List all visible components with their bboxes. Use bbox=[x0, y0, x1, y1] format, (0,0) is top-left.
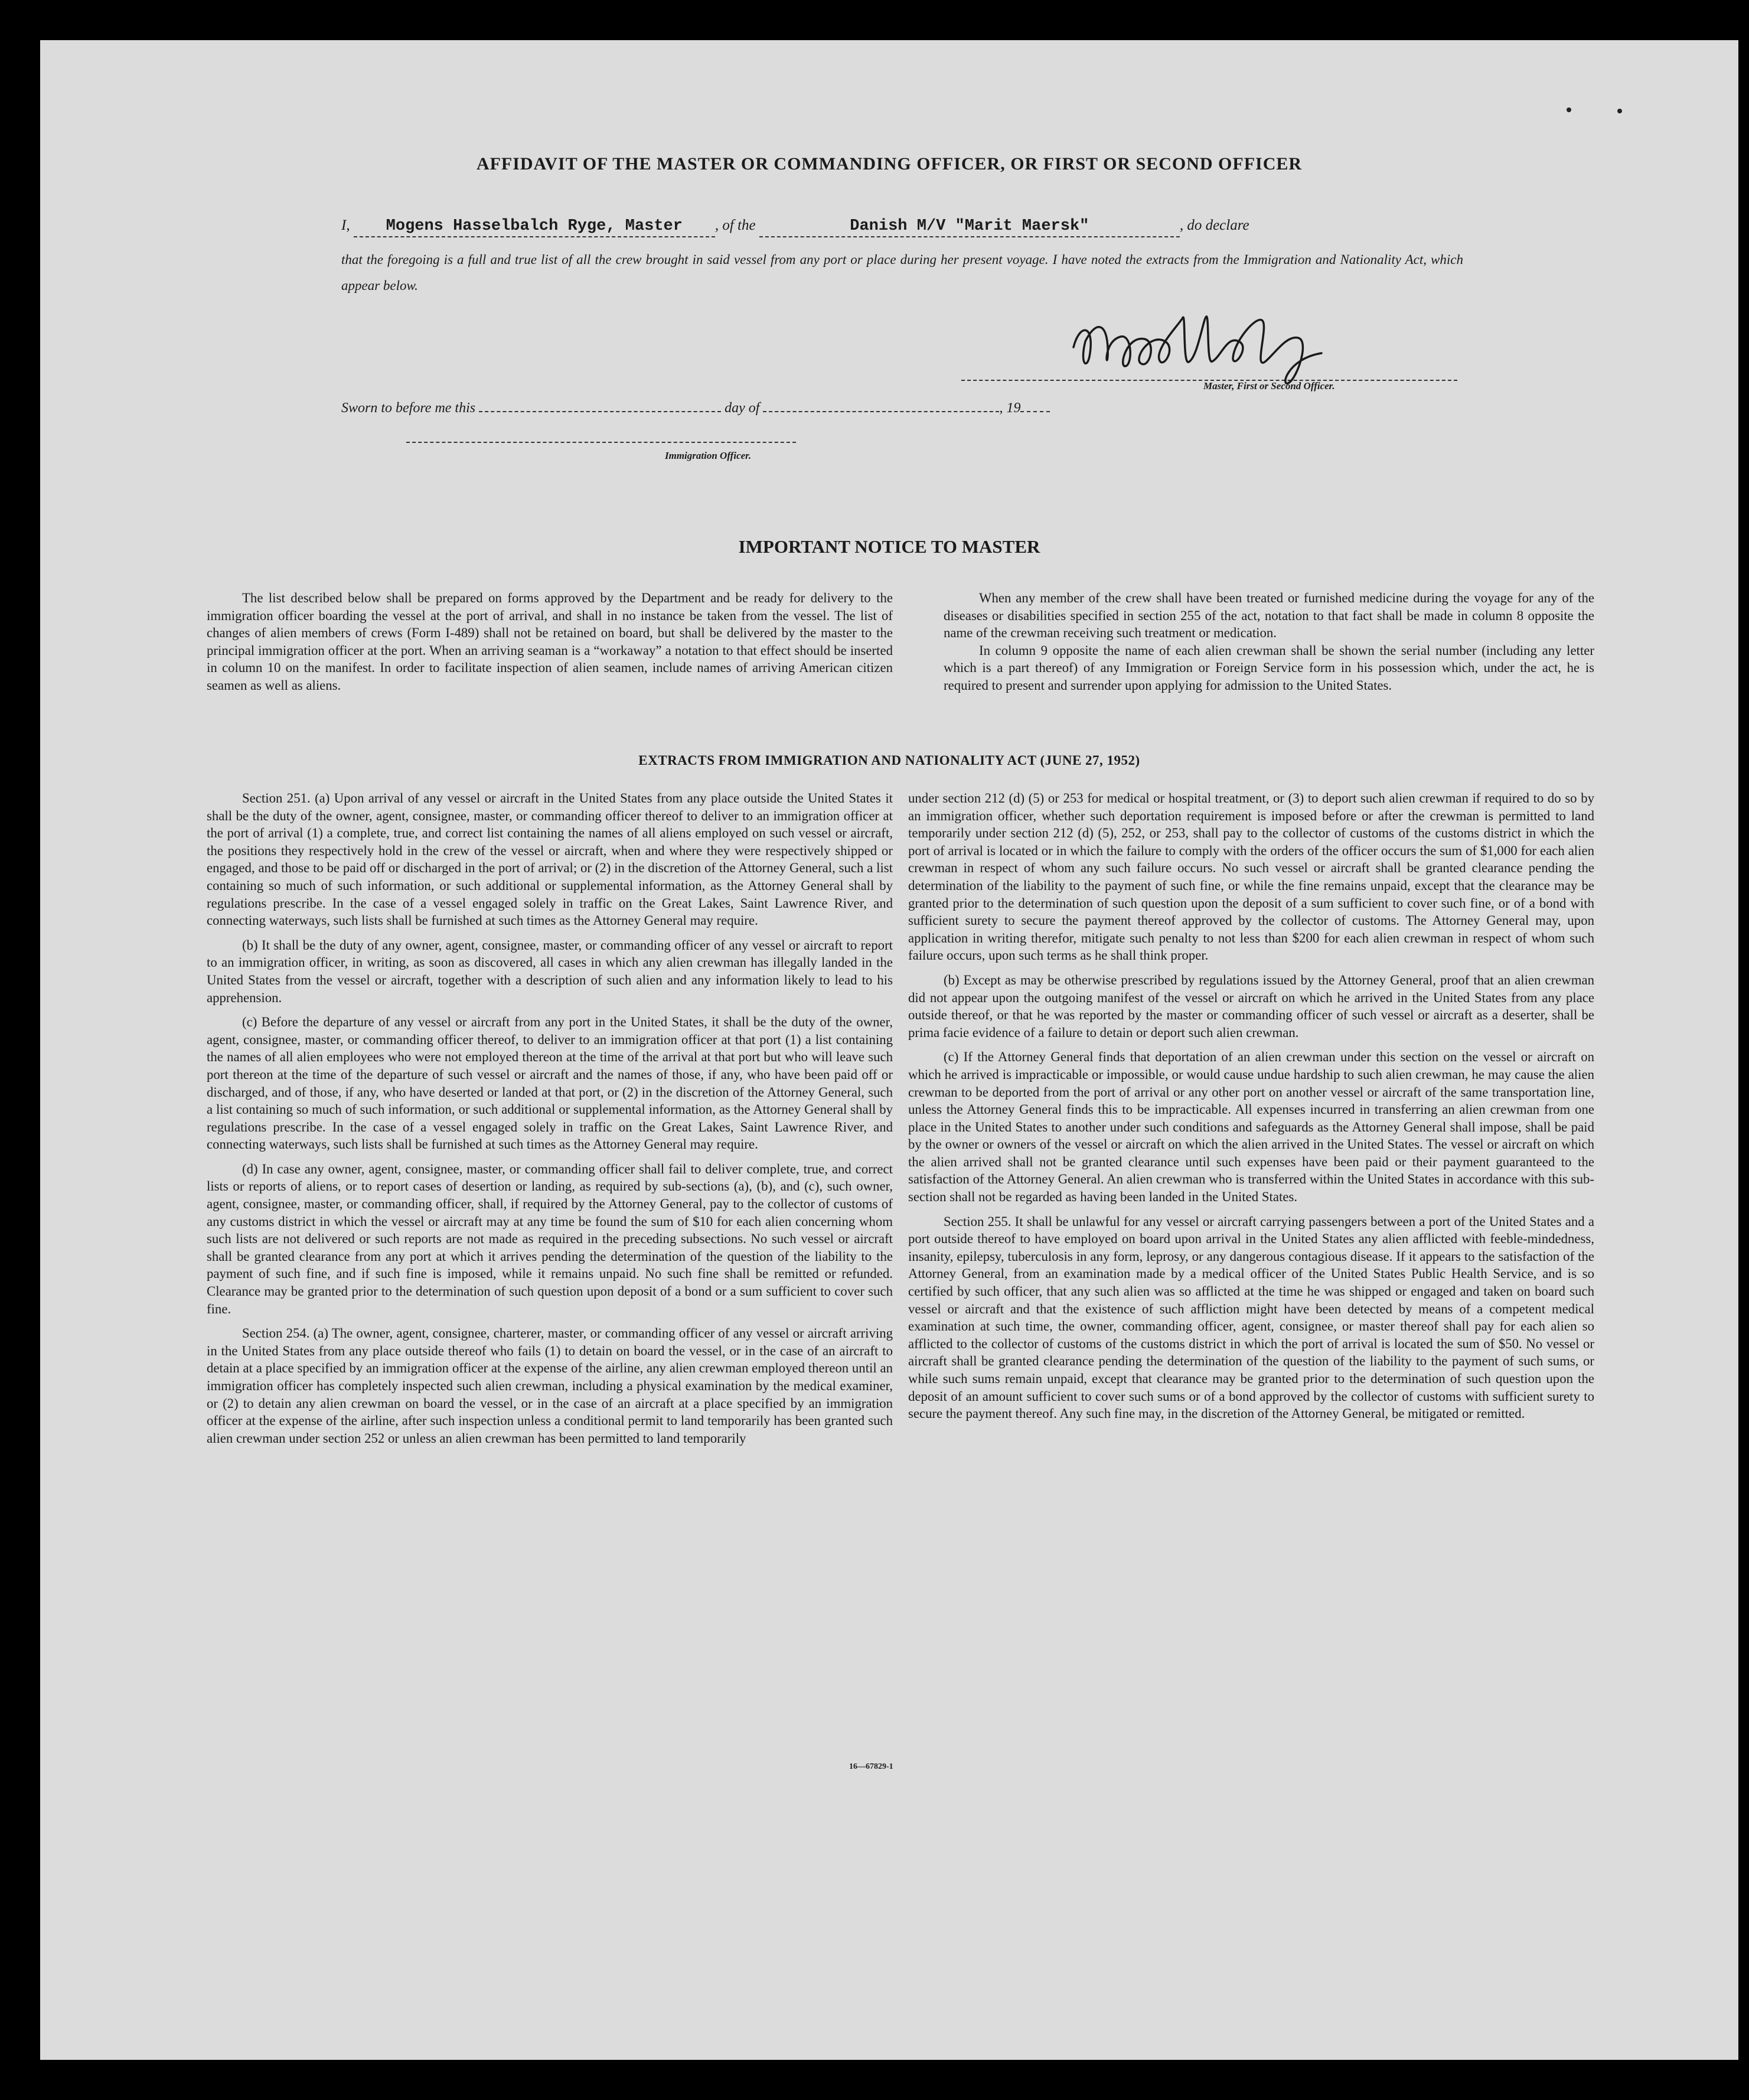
officer-signature-line[interactable] bbox=[406, 442, 796, 443]
officer-caption: Immigration Officer. bbox=[665, 450, 752, 461]
extracts-left-column bbox=[207, 790, 893, 1447]
extracts-title: EXTRACTS FROM IMMIGRATION AND NATIONALITY ACT (JUNE 27, 1952) bbox=[638, 753, 1140, 768]
extract-paragraph: (d) In case any owner, agent, consignee, master, or commanding officer shall fail to deliver complete, true, and correct lists or reports of aliens, or to report cases of desertion or landing, as required by sub-sections (a), (b), and (c), such owner, agent, consignee, master, or commanding officer, shall, if required by the Attorney General, pay to the collector of customs of any customs district in which the vessel or aircraft may at any time be found the sum of $10 for each alien concerning whom such lists are not delivered or such reports are not made as required in the preceding subsections. No such vessel or aircraft shall be granted clearance from any port at which it arrives pending the determination of the question of the liability to the payment of such fine, and if such fine is imposed, while it remains unpaid. No such fine shall be remitted or refunded. Clearance may be granted prior to the determination of such question upon deposit of a bond or a sum sufficient to cover such fine. bbox=[207, 1161, 893, 1316]
extract-paragraph: Section 254. (a) The owner, agent, consignee, charterer, master, or commanding officer of any vessel or aircraft arriving in the United States from any place outside thereof who fails (1) to detain on board the vessel, or in the case of an aircraft to detain at a place specified by an immigration officer at the expense of the airline, any alien crewman employed thereon until an immigration officer has completely inspected such alien crewman, including a physical examination by the medical examiner, or (2) to detain any alien crewman on board the vessel, or in the case of an aircraft at a place specified by an immigration officer at the expense of the airline, after such inspection unless a conditional permit to land temporarily has been granted such alien crewman under section 252 or unless an alien crewman has been permitted to land temporarily bbox=[207, 1326, 893, 1446]
sworn-prefix: Sworn to before me this bbox=[341, 400, 476, 416]
notice-right-column bbox=[944, 589, 1594, 694]
extract-paragraph: Section 251. (a) Upon arrival of any vessel or aircraft in the United States from any place outside the United States it shall be the duty of the owner, agent, consignee, master, or commanding officer thereof to deliver to an immigration officer at the port of arrival (1) a complete, true, and correct list containing the names of all aliens employed on such vessel or aircraft, the positions they respectively hold in the crew of the vessel or aircraft, when and where they were respectively shipped or engaged, and those to be paid off or discharged in the port of arrival; or (2) in the discretion of the Attorney General, such a list containing so much of such information, or such additional or supplemental information, as the Attorney General shall by regulations prescribe. In the case of a vessel engaged solely in traffic on the Great Lakes, Saint Lawrence River, and connecting waterways, such lists shall be furnished at such times as the Attorney General may require. bbox=[207, 791, 893, 928]
sworn-day-field[interactable] bbox=[479, 400, 721, 412]
punch-mark bbox=[1567, 107, 1571, 112]
affidavit-title: AFFIDAVIT OF THE MASTER OR COMMANDING OFFICER, OR FIRST OR SECOND OFFICER bbox=[476, 154, 1303, 174]
of-the-text: , of the bbox=[714, 217, 756, 233]
extract-paragraph: (b) It shall be the duty of any owner, agent, consignee, master, or commanding officer of any vessel or aircraft to report to an immigration officer, in writing, as soon as discovered, all cases in which any alien crewman has illegally landed in the United States from the vessel or aircraft, together with a description of such alien and any information likely to lead to his apprehension. bbox=[207, 937, 893, 1005]
vessel-name-field[interactable]: Danish M/V "Marit Maersk" bbox=[759, 217, 1180, 237]
extracts-right-column bbox=[908, 790, 1594, 1423]
sworn-line bbox=[341, 400, 1050, 416]
year-prefix: , 19 bbox=[999, 400, 1021, 416]
sworn-month-field[interactable] bbox=[763, 400, 999, 412]
extract-paragraph: (c) If the Attorney General finds that deportation of an alien crewman under this section on the vessel or aircraft on which he arrived is impracticable or impossible, or would cause undue hardship to such alien crewman, he may cause the alien crewman to be deported from the port of arrival or any other port on another vessel or aircraft of the same transportation line, unless the Attorney General finds this to be impracticable. All expenses incurred in transferring an alien crewman from one place in the United States to another under such conditions and safeguards as the Attorney General shall impose, shall be paid by the owner or owners of the vessel or aircraft on which the alien arrived in the United States. The vessel or aircraft on which the alien arrived shall not be granted clearance until such expenses have been paid or their payment guaranteed to the satisfaction of the Attorney General. An alien crewman who is transferred within the United States in accordance with this sub-section shall not be regarded as having been landed in the United States. bbox=[908, 1049, 1594, 1205]
extract-paragraph: (b) Except as may be otherwise prescribed by regulations issued by the Attorney General, proof that an alien crewman did not appear upon the outgoing manifest of the vessel or aircraft on which he arrived in the United States from any place outside thereof, or that he was reported by the master or commanding officer of such vessel or aircraft as a deserter, shall be prima facie evidence of a failure to detain or deport such alien crewman. bbox=[908, 972, 1594, 1040]
notice-paragraph: The list described below shall be prepared on forms approved by the Department and be ready for delivery to the immigration officer boarding the vessel at the port of arrival, and shall in no instance be taken from the vessel. The list of changes of alien members of crews (Form I-489) shall not be retained on board, but shall be delivered by the master to the principal immigration officer at the port. When an arriving seaman is a “workaway” a notation to that effect should be inserted in column 10 on the manifest. In order to facilitate inspection of alien seamen, include names of arriving American citizen seamen as well as aliens. bbox=[207, 591, 893, 693]
declaration-line bbox=[341, 217, 1463, 237]
notice-left-column bbox=[207, 589, 893, 694]
do-declare-text: , do declare bbox=[1179, 217, 1249, 233]
notice-paragraph: In column 9 opposite the name of each alien crewman shall be shown the serial number (including any letter which is a part thereof) of any Immigration or Foreign Service form in his possession which, under the act, he is required to present and surrender upon applying for admission to the United States. bbox=[944, 643, 1594, 693]
notice-paragraph: When any member of the crew shall have been treated or furnished medicine during the voyage for any of the diseases or disabilities specified in section 255 of the act, notation to that fact shall be made in column 8 opposite the name of the crewman receiving such treatment or medication. bbox=[944, 591, 1594, 641]
extract-paragraph: (c) Before the departure of any vessel or aircraft from any port in the United States, it shall be the duty of the owner, agent, consignee, master, or commanding officer thereof, to deliver to an immigration officer at that port (1) a list containing the names of all alien employees who were not employed thereon at the time of the arrival at that port but who will leave such port thereon at the time of the departure of such vessel or aircraft and the names of those, if any, who have been paid off or discharged, and of those, if any, who have deserted or landed at that port, or (2) in the discretion of the Attorney General, such a list containing so much of such information, or such additional or supplemental information, as the Attorney General shall by regulations prescribe. In the case of a vessel engaged solely in traffic on the Great Lakes, Saint Lawrence River, and connecting waterways, such lists shall be furnished at such times as the Attorney General may require. bbox=[207, 1015, 893, 1152]
master-name-field[interactable]: Mogens Hasselbalch Ryge, Master bbox=[354, 217, 715, 237]
punch-mark bbox=[1617, 109, 1622, 113]
document-page bbox=[40, 40, 1738, 2060]
extract-paragraph: Section 255. It shall be unlawful for any vessel or aircraft carrying passengers between a port of the United States and a port outside thereof to have employed on board upon arrival in the United States any alien afflicted with feeble-mindedness, insanity, epilepsy, tuberculosis in any form, leprosy, or any dangerous contagious disease. If it appears to the satisfaction of the Attorney General, from an examination made by a medical officer of the United States Public Health Service, and is so certified by such officer, that any such alien was so afflicted at the time he was shipped or engaged and taken on board such vessel or aircraft and that the existence of such affliction might have been detected by means of a competent medical examination at such time, the owner, commanding officer, agent, consignee, or master thereof shall pay for each alien so afflicted to the collector of customs of the customs district in which the port of arrival is located the sum of $50. No vessel or aircraft shall be granted clearance pending the determination of the question of the liability to the payment of such sums, or while such sums remain unpaid, except that clearance may be granted prior to the determination of such question upon the deposit of an amount sufficient to cover such sums or of a bond approved by the collector of customs with sufficient surety to secure the payment thereof. Any such fine may, in the discretion of the Attorney General, be mitigated or remitted. bbox=[908, 1214, 1594, 1421]
day-of-text: day of bbox=[725, 400, 760, 416]
notice-title: IMPORTANT NOTICE TO MASTER bbox=[738, 536, 1040, 557]
signature-caption: Master, First or Second Officer. bbox=[1203, 380, 1335, 392]
declaration-text: that the foregoing is a full and true list of all the crew brought in said vessel from any port or place during her present voyage. I have noted the extracts from the Immigration and Nationality Act, which appear below. bbox=[341, 252, 1463, 293]
extract-paragraph: under section 212 (d) (5) or 253 for medical or hospital treatment, or (3) to deport such alien crewman if required to do so by an immigration officer, whether such deportation requirement is imposed before or after the crewman is permitted to land temporarily under section 212 (d) (5), 252, or 253, shall pay to the collector of customs of the customs district in which the port of arrival is located or in which the failure to comply with the orders of the officer occurs the sum of $1,000 for each alien crewman in respect of whom any such failure occurs. No such vessel or aircraft shall be granted clearance pending the determination of the liability to the payment of such fine, or while the fine remains unpaid, except that the clearance may be granted prior to the determination of such question upon the deposit of a sum sufficient to cover such fine, or of a bond with sufficient surety to secure the payment thereof approved by the collector of customs. The Attorney General may, upon application in writing therefor, mitigate such penalty to not less than $200 for each alien crewman in respect of whom such failure occurs, upon such terms as he shall think proper. bbox=[908, 791, 1594, 963]
sworn-year-field[interactable] bbox=[1020, 400, 1050, 412]
form-number: 16—67829-1 bbox=[849, 1762, 893, 1771]
pronoun: I, bbox=[341, 217, 350, 233]
